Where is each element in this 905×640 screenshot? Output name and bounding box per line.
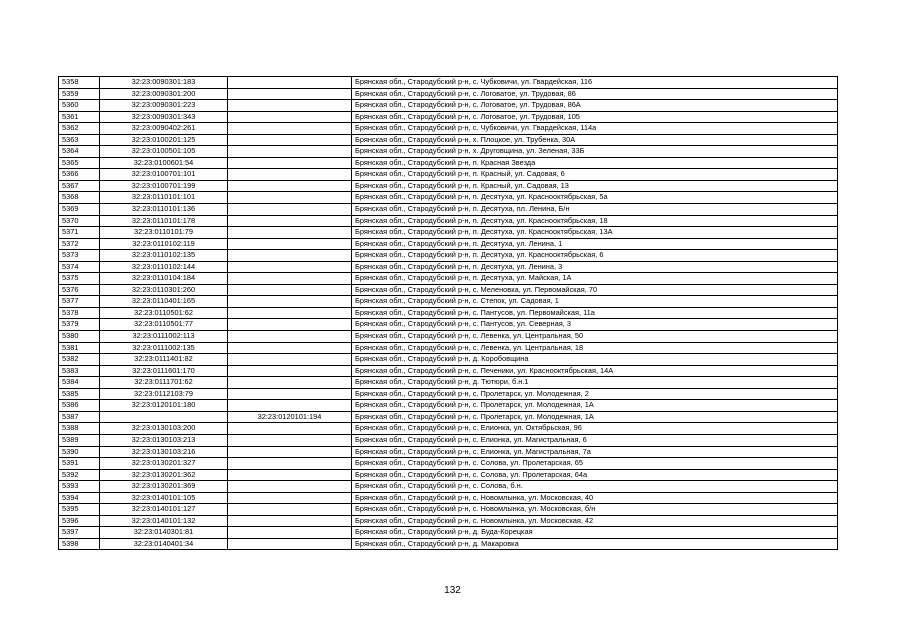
additional-cadastral-cell — [228, 227, 352, 239]
table-row — [59, 123, 838, 135]
address-cell: Брянская обл., Стародубский р-н, п. Красный, ул. Садовая, 6 — [352, 169, 838, 181]
additional-cadastral-cell — [228, 215, 352, 227]
row-number-cell: 5366 — [59, 169, 100, 181]
address-cell: Брянская обл., Стародубский р-н, п. Десятуха, ул. Краснооктябрьская, 18 — [352, 215, 838, 227]
additional-cadastral-cell — [228, 423, 352, 435]
row-number-cell: 5371 — [59, 227, 100, 239]
row-number-cell: 5360 — [59, 100, 100, 112]
cadastral-number-cell: 32:23:0130103:200 — [100, 423, 228, 435]
table-row — [59, 273, 838, 285]
address-cell: Брянская обл., Стародубский р-н, п. Десятуха, ул. Краснооктябрьская, 6 — [352, 250, 838, 262]
address-cell: Брянская обл., Стародубский р-н, с. Логоватое, ул. Трудовая, 86А — [352, 100, 838, 112]
cadastral-number-cell: 32:23:0112103:79 — [100, 388, 228, 400]
additional-cadastral-cell — [228, 469, 352, 481]
cadastral-number-cell: 32:23:0111401:82 — [100, 354, 228, 366]
additional-cadastral-cell — [228, 538, 352, 550]
address-cell: Брянская обл., Стародубский р-н, с. Елионка, ул. Магистральная, 7а — [352, 446, 838, 458]
table-row — [59, 169, 838, 181]
row-number-cell: 5363 — [59, 134, 100, 146]
address-cell: Брянская обл., Стародубский р-н, с. Елионка, ул. Магистральная, 6 — [352, 434, 838, 446]
table-row — [59, 515, 838, 527]
row-number-cell: 5370 — [59, 215, 100, 227]
table-row — [59, 481, 838, 493]
address-cell: Брянская обл., Стародубский р-н, с. Пролетарск, ул. Молодежная, 2 — [352, 388, 838, 400]
row-number-cell: 5361 — [59, 111, 100, 123]
address-cell: Брянская обл., Стародубский р-н, с. Меленовка, ул. Первомайская, 70 — [352, 284, 838, 296]
additional-cadastral-cell — [228, 492, 352, 504]
additional-cadastral-cell — [228, 342, 352, 354]
additional-cadastral-cell — [228, 146, 352, 158]
additional-cadastral-cell — [228, 527, 352, 539]
row-number-cell: 5383 — [59, 365, 100, 377]
row-number-cell: 5384 — [59, 377, 100, 389]
address-cell: Брянская обл., Стародубский р-н, с. Логоватое, ул. Трудовая, 105 — [352, 111, 838, 123]
address-cell: Брянская обл., Стародубский р-н, с. Левенка, ул. Центральная, 50 — [352, 331, 838, 343]
row-number-cell: 5382 — [59, 354, 100, 366]
cadastral-number-cell: 32:23:0110501:77 — [100, 319, 228, 331]
cadastral-number-cell: 32:23:0100501:105 — [100, 146, 228, 158]
additional-cadastral-cell — [228, 365, 352, 377]
table-row — [59, 538, 838, 550]
additional-cadastral-cell — [228, 296, 352, 308]
additional-cadastral-cell — [228, 157, 352, 169]
table-row — [59, 492, 838, 504]
table-row — [59, 204, 838, 216]
address-cell: Брянская обл., Стародубский р-н, с. Степок, ул. Садовая, 1 — [352, 296, 838, 308]
row-number-cell: 5379 — [59, 319, 100, 331]
row-number-cell: 5396 — [59, 515, 100, 527]
page-number: 132 — [444, 585, 461, 596]
additional-cadastral-cell — [228, 273, 352, 285]
cadastral-number-cell: 32:23:0130103:213 — [100, 434, 228, 446]
address-cell: Брянская обл., Стародубский р-н, х. Друговщина, ул. Зеленая, 33Б — [352, 146, 838, 158]
additional-cadastral-cell — [228, 238, 352, 250]
table-row — [59, 365, 838, 377]
cadastral-number-cell: 32:23:0100601:54 — [100, 157, 228, 169]
address-cell: Брянская обл., Стародубский р-н, д. Коробовщина — [352, 354, 838, 366]
address-cell: Брянская обл., Стародубский р-н, с. Новомлынка, ул. Московская, 42 — [352, 515, 838, 527]
cadastral-number-cell: 32:23:0140101:127 — [100, 504, 228, 516]
table-row — [59, 411, 838, 423]
cadastral-number-cell: 32:23:0110401:165 — [100, 296, 228, 308]
table-row — [59, 100, 838, 112]
table-row — [59, 331, 838, 343]
address-cell: Брянская обл., Стародубский р-н, с. Новомлынка, ул. Московская, 40 — [352, 492, 838, 504]
additional-cadastral-cell: 32:23:0120101:194 — [228, 411, 352, 423]
address-cell: Брянская обл., Стародубский р-н, с. Пантусов, ул. Северная, 3 — [352, 319, 838, 331]
additional-cadastral-cell — [228, 261, 352, 273]
cadastral-number-cell: 32:23:0111701:62 — [100, 377, 228, 389]
row-number-cell: 5394 — [59, 492, 100, 504]
address-cell: Брянская обл., Стародубский р-н, с. Пролетарск, ул. Молодежная, 1А — [352, 400, 838, 412]
cadastral-number-cell: 32:23:0100701:199 — [100, 180, 228, 192]
additional-cadastral-cell — [228, 284, 352, 296]
row-number-cell: 5372 — [59, 238, 100, 250]
row-number-cell: 5385 — [59, 388, 100, 400]
row-number-cell: 5378 — [59, 307, 100, 319]
cadastral-number-cell: 32:23:0130201:369 — [100, 481, 228, 493]
cadastral-number-cell: 32:23:0140301:81 — [100, 527, 228, 539]
registry-table-body — [59, 77, 838, 550]
table-row — [59, 504, 838, 516]
additional-cadastral-cell — [228, 88, 352, 100]
table-row — [59, 134, 838, 146]
cadastral-number-cell: 32:23:0120101:180 — [100, 400, 228, 412]
additional-cadastral-cell — [228, 377, 352, 389]
row-number-cell: 5365 — [59, 157, 100, 169]
table-row — [59, 88, 838, 100]
additional-cadastral-cell — [228, 77, 352, 89]
table-row — [59, 307, 838, 319]
additional-cadastral-cell — [228, 111, 352, 123]
table-row — [59, 215, 838, 227]
cadastral-number-cell: 32:23:0090301:343 — [100, 111, 228, 123]
address-cell: Брянская обл., Стародубский р-н, с. Логоватое, ул. Трудовая, 86 — [352, 88, 838, 100]
row-number-cell: 5374 — [59, 261, 100, 273]
cadastral-number-cell: 32:23:0110102:144 — [100, 261, 228, 273]
cadastral-number-cell: 32:23:0110101:178 — [100, 215, 228, 227]
address-cell: Брянская обл., Стародубский р-н, д. Макаровка — [352, 538, 838, 550]
additional-cadastral-cell — [228, 354, 352, 366]
row-number-cell: 5387 — [59, 411, 100, 423]
cadastral-number-cell: 32:23:0090402:261 — [100, 123, 228, 135]
additional-cadastral-cell — [228, 446, 352, 458]
cadastral-number-cell: 32:23:0140101:105 — [100, 492, 228, 504]
table-row — [59, 388, 838, 400]
cadastral-number-cell: 32:23:0090301:200 — [100, 88, 228, 100]
address-cell: Брянская обл., Стародубский р-н, с. Печеники, ул. Краснооктябрьская, 14А — [352, 365, 838, 377]
row-number-cell: 5367 — [59, 180, 100, 192]
additional-cadastral-cell — [228, 434, 352, 446]
cadastral-number-cell: 32:23:0130201:362 — [100, 469, 228, 481]
table-row — [59, 77, 838, 89]
table-row — [59, 423, 838, 435]
row-number-cell: 5373 — [59, 250, 100, 262]
row-number-cell: 5358 — [59, 77, 100, 89]
additional-cadastral-cell — [228, 388, 352, 400]
additional-cadastral-cell — [228, 319, 352, 331]
additional-cadastral-cell — [228, 250, 352, 262]
row-number-cell: 5368 — [59, 192, 100, 204]
additional-cadastral-cell — [228, 204, 352, 216]
row-number-cell: 5369 — [59, 204, 100, 216]
address-cell: Брянская обл., Стародубский р-н, д. Тютюри, б.н.1 — [352, 377, 838, 389]
registry-table — [58, 76, 838, 550]
cadastral-number-cell: 32:23:0110102:119 — [100, 238, 228, 250]
table-row — [59, 377, 838, 389]
address-cell: Брянская обл., Стародубский р-н, с. Елионка, ул. Октябрьская, 96 — [352, 423, 838, 435]
table-row — [59, 238, 838, 250]
cadastral-number-cell — [100, 411, 228, 423]
table-row — [59, 400, 838, 412]
additional-cadastral-cell — [228, 331, 352, 343]
additional-cadastral-cell — [228, 515, 352, 527]
cadastral-number-cell: 32:23:0130103:216 — [100, 446, 228, 458]
table-row — [59, 434, 838, 446]
address-cell: Брянская обл., Стародубский р-н, с. Новомлынка, ул. Московская, б/н — [352, 504, 838, 516]
table-row — [59, 458, 838, 470]
table-row — [59, 227, 838, 239]
address-cell: Брянская обл., Стародубский р-н, х. Плоцкое, ул. Трубенка, 30А — [352, 134, 838, 146]
cadastral-number-cell: 32:23:0130201:327 — [100, 458, 228, 470]
address-cell: Брянская обл., Стародубский р-н, с. Солова, б.н. — [352, 481, 838, 493]
cadastral-number-cell: 32:23:0100201:125 — [100, 134, 228, 146]
table-row — [59, 342, 838, 354]
address-cell: Брянская обл., Стародубский р-н, с. Чубковичи, ул. Гвардейская, 116 — [352, 77, 838, 89]
cadastral-number-cell: 32:23:0111002:113 — [100, 331, 228, 343]
additional-cadastral-cell — [228, 400, 352, 412]
row-number-cell: 5398 — [59, 538, 100, 550]
cadastral-number-cell: 32:23:0090301:223 — [100, 100, 228, 112]
row-number-cell: 5377 — [59, 296, 100, 308]
cadastral-number-cell: 32:23:0110101:101 — [100, 192, 228, 204]
additional-cadastral-cell — [228, 504, 352, 516]
table-row — [59, 296, 838, 308]
address-cell: Брянская обл., Стародубский р-н, с. Левенка, ул. Центральная, 18 — [352, 342, 838, 354]
row-number-cell: 5359 — [59, 88, 100, 100]
row-number-cell: 5388 — [59, 423, 100, 435]
additional-cadastral-cell — [228, 134, 352, 146]
table-row — [59, 284, 838, 296]
table-row — [59, 527, 838, 539]
additional-cadastral-cell — [228, 458, 352, 470]
address-cell: Брянская обл., Стародубский р-н, п. Десятуха, ул. Ленина, 1 — [352, 238, 838, 250]
address-cell: Брянская обл., Стародубский р-н, с. Пантусов, ул. Первомайская, 11а — [352, 307, 838, 319]
additional-cadastral-cell — [228, 192, 352, 204]
address-cell: Брянская обл., Стародубский р-н, п. Десятуха, ул. Майская, 1А — [352, 273, 838, 285]
additional-cadastral-cell — [228, 123, 352, 135]
table-row — [59, 157, 838, 169]
additional-cadastral-cell — [228, 169, 352, 181]
row-number-cell: 5395 — [59, 504, 100, 516]
row-number-cell: 5391 — [59, 458, 100, 470]
row-number-cell: 5392 — [59, 469, 100, 481]
table-row — [59, 446, 838, 458]
cadastral-number-cell: 32:23:0111601:170 — [100, 365, 228, 377]
address-cell: Брянская обл., Стародубский р-н, п. Десятуха, ул. Ленина, 3 — [352, 261, 838, 273]
row-number-cell: 5389 — [59, 434, 100, 446]
cadastral-number-cell: 32:23:0140101:132 — [100, 515, 228, 527]
table-row — [59, 146, 838, 158]
table-row — [59, 180, 838, 192]
address-cell: Брянская обл., Стародубский р-н, с. Солова, ул. Пролетарская, 65 — [352, 458, 838, 470]
table-row — [59, 469, 838, 481]
address-cell: Брянская обл., Стародубский р-н, п. Красный, ул. Садовая, 13 — [352, 180, 838, 192]
additional-cadastral-cell — [228, 100, 352, 112]
address-cell: Брянская обл., Стародубский р-н, с. Пролетарск, ул. Молодежная, 1А — [352, 411, 838, 423]
table-row — [59, 111, 838, 123]
address-cell: Брянская обл., Стародубский р-н, д. Буда-Корецкая — [352, 527, 838, 539]
row-number-cell: 5390 — [59, 446, 100, 458]
table-row — [59, 354, 838, 366]
row-number-cell: 5397 — [59, 527, 100, 539]
additional-cadastral-cell — [228, 481, 352, 493]
row-number-cell: 5375 — [59, 273, 100, 285]
cadastral-number-cell: 32:23:0140401:34 — [100, 538, 228, 550]
cadastral-number-cell: 32:23:0100701:101 — [100, 169, 228, 181]
address-cell: Брянская обл., Стародубский р-н, п. Десятуха, ул. Краснооктябрьская, 5а — [352, 192, 838, 204]
address-cell: Брянская обл., Стародубский р-н, п. Десятуха, пл. Ленина, Б/н — [352, 204, 838, 216]
table-row — [59, 250, 838, 262]
row-number-cell: 5362 — [59, 123, 100, 135]
cadastral-number-cell: 32:23:0110301:260 — [100, 284, 228, 296]
row-number-cell: 5393 — [59, 481, 100, 493]
row-number-cell: 5380 — [59, 331, 100, 343]
row-number-cell: 5364 — [59, 146, 100, 158]
table-row — [59, 261, 838, 273]
cadastral-number-cell: 32:23:0110102:135 — [100, 250, 228, 262]
row-number-cell: 5381 — [59, 342, 100, 354]
table-row — [59, 319, 838, 331]
cadastral-number-cell: 32:23:0111002:135 — [100, 342, 228, 354]
cadastral-number-cell: 32:23:0110104:184 — [100, 273, 228, 285]
additional-cadastral-cell — [228, 180, 352, 192]
cadastral-number-cell: 32:23:0110101:79 — [100, 227, 228, 239]
address-cell: Брянская обл., Стародубский р-н, п. Десятуха, ул. Краснооктябрьская, 13А — [352, 227, 838, 239]
address-cell: Брянская обл., Стародубский р-н, с. Солова, ул. Пролетарская, 64а — [352, 469, 838, 481]
row-number-cell: 5376 — [59, 284, 100, 296]
cadastral-number-cell: 32:23:0090301:183 — [100, 77, 228, 89]
table-row — [59, 192, 838, 204]
row-number-cell: 5386 — [59, 400, 100, 412]
address-cell: Брянская обл., Стародубский р-н, с. Чубковичи, ул. Гвардейская, 114а — [352, 123, 838, 135]
cadastral-number-cell: 32:23:0110501:62 — [100, 307, 228, 319]
additional-cadastral-cell — [228, 307, 352, 319]
cadastral-number-cell: 32:23:0110101:136 — [100, 204, 228, 216]
address-cell: Брянская обл., Стародубский р-н, п. Красная Звезда — [352, 157, 838, 169]
